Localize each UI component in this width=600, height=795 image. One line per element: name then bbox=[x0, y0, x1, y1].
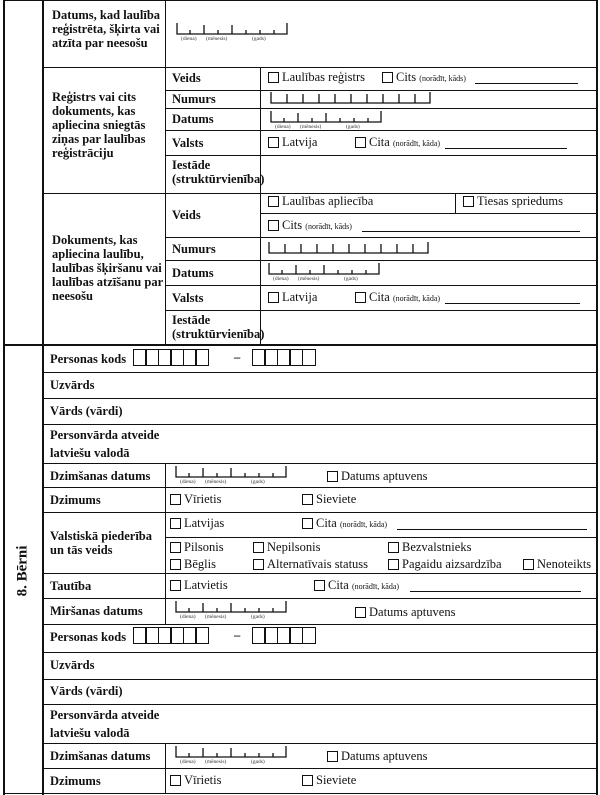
row-divider bbox=[43, 704, 597, 705]
row-divider bbox=[43, 67, 597, 68]
note: (norādīt, kāda) bbox=[392, 139, 441, 148]
cita-checkbox[interactable] bbox=[355, 137, 366, 148]
cits-checkbox[interactable] bbox=[268, 220, 279, 231]
cita-option bbox=[369, 290, 440, 306]
date-year-label: (gads) bbox=[344, 276, 358, 282]
iestade-label: Iestāde (struktūrvienība) bbox=[172, 313, 265, 341]
date-day-label: (diena) bbox=[180, 759, 196, 765]
cits-input-line[interactable] bbox=[475, 83, 578, 84]
pilsonis-checkbox[interactable] bbox=[170, 542, 181, 553]
register-label: Reģistrs vai cits dokuments, kas apliecina sniegtās ziņas par laulības reģistrāciju bbox=[52, 90, 146, 160]
option-label: Bēglis bbox=[184, 557, 216, 571]
cita-option bbox=[369, 135, 440, 151]
nepilsonis-checkbox[interactable] bbox=[253, 542, 264, 553]
option-label: Pagaidu aizsardzība bbox=[402, 557, 502, 571]
date-slots-icon bbox=[176, 22, 290, 36]
birth-date-field[interactable] bbox=[175, 745, 289, 767]
row-divider bbox=[43, 398, 597, 399]
numurs-label: Numurs bbox=[172, 242, 216, 256]
death-date-field[interactable] bbox=[175, 600, 289, 622]
column-divider bbox=[165, 0, 166, 345]
option-label: Datums aptuvens bbox=[341, 469, 428, 483]
date-year-label: (gads) bbox=[251, 479, 265, 485]
undetermined-checkbox[interactable] bbox=[523, 559, 534, 570]
latvija-checkbox[interactable] bbox=[268, 137, 279, 148]
option-label: Vīrietis bbox=[184, 492, 222, 506]
latvietis-checkbox[interactable] bbox=[170, 580, 181, 591]
note: (norādīt, kāds) bbox=[305, 222, 352, 231]
option-label: Latvija bbox=[282, 135, 318, 149]
row-divider bbox=[43, 679, 597, 680]
death-date-label: Miršanas datums bbox=[50, 604, 143, 618]
numurs-label: Numurs bbox=[172, 92, 216, 106]
option-label: Laulības reģistrs bbox=[282, 70, 365, 84]
cits-checkbox[interactable] bbox=[382, 72, 393, 83]
note: (norādīt, kāda) bbox=[392, 294, 441, 303]
register-date-field[interactable] bbox=[270, 110, 384, 132]
cits-input-line[interactable] bbox=[362, 231, 580, 232]
cita-option bbox=[328, 578, 399, 594]
option-label: Latvietis bbox=[184, 578, 228, 592]
option-label: Alternatīvais statuss bbox=[267, 557, 369, 571]
nationality-label: Tautība bbox=[50, 579, 92, 593]
option-label: Nenoteikts bbox=[537, 557, 592, 571]
date-slots-icon bbox=[175, 600, 289, 614]
name-label: Vārds (vārdi) bbox=[50, 404, 123, 418]
latvijas-checkbox[interactable] bbox=[170, 518, 181, 529]
cita-checkbox[interactable] bbox=[302, 518, 313, 529]
option-label: Datums aptuvens bbox=[341, 749, 428, 763]
valsts-label: Valsts bbox=[172, 136, 204, 150]
iestade-input[interactable] bbox=[261, 311, 596, 344]
personal-code-label: Personas kods bbox=[50, 352, 127, 366]
option-label: Laulības apliecība bbox=[282, 194, 374, 208]
cita-input-line[interactable] bbox=[445, 303, 580, 304]
sex-label: Dzimums bbox=[50, 774, 101, 788]
option-label: Pilsonis bbox=[184, 540, 224, 554]
iestade-input[interactable] bbox=[261, 156, 596, 192]
personal-code-label: Personas kods bbox=[50, 630, 127, 644]
cita-input-line[interactable] bbox=[410, 591, 581, 592]
iestade-label: Iestāde (struktūrvienība) bbox=[172, 158, 265, 186]
row-divider bbox=[43, 652, 597, 653]
option-label: Cits bbox=[396, 70, 417, 84]
date-slots-icon bbox=[175, 465, 289, 479]
date-slots-icon bbox=[175, 745, 289, 759]
male-checkbox[interactable] bbox=[170, 775, 181, 786]
personal-code-part2[interactable] bbox=[253, 349, 316, 366]
female-checkbox[interactable] bbox=[302, 494, 313, 505]
row-divider bbox=[260, 213, 597, 214]
section-children bbox=[3, 347, 43, 795]
document-label: Dokuments, kas apliecina laulību, laulības šķiršanu vai laulības atzīšanu par neesošu bbox=[52, 233, 163, 303]
option-label: Latvijas bbox=[184, 516, 225, 530]
alternative-status-checkbox[interactable] bbox=[253, 559, 264, 570]
number-field[interactable] bbox=[270, 91, 432, 105]
row-divider bbox=[43, 424, 597, 425]
date-month-label: (mēnesis) bbox=[205, 759, 227, 765]
beglis-checkbox[interactable] bbox=[170, 559, 181, 570]
option-label: Sieviete bbox=[316, 492, 357, 506]
sex-label: Dzimums bbox=[50, 493, 101, 507]
option-label: Tiesas spriedums bbox=[477, 194, 564, 208]
row-divider bbox=[165, 285, 597, 286]
row-divider bbox=[3, 793, 598, 794]
note: (norādīt, kāda) bbox=[339, 520, 388, 529]
cita-checkbox[interactable] bbox=[355, 292, 366, 303]
cits-option bbox=[282, 218, 352, 234]
valsts-label: Valsts bbox=[172, 291, 204, 305]
row-divider bbox=[165, 537, 597, 538]
marriage-date-label: Datums, kad laulība reģistrēta, šķirta vai atzīta par neesošu bbox=[52, 8, 161, 50]
row-divider bbox=[3, 0, 598, 1]
option-label: Nepilsonis bbox=[267, 540, 321, 554]
date-year-label: (gads) bbox=[252, 36, 266, 42]
row-divider bbox=[43, 573, 597, 574]
date-month-label: (mēnesis) bbox=[300, 124, 322, 130]
approx-date-checkbox[interactable] bbox=[355, 607, 366, 618]
section-divider bbox=[3, 344, 598, 346]
date-day-label: (diena) bbox=[181, 36, 197, 42]
option-label: Bezvalstnieks bbox=[402, 540, 472, 554]
latvija-checkbox[interactable] bbox=[268, 292, 279, 303]
column-divider bbox=[165, 463, 166, 624]
latvian-form-label: Personvārda atveide latviešu valodā bbox=[50, 428, 160, 460]
row-divider bbox=[43, 768, 597, 769]
certificate-checkbox[interactable] bbox=[268, 196, 279, 207]
note: (norādīt, kāds) bbox=[419, 74, 466, 83]
option-label: Cita bbox=[369, 135, 390, 149]
dash: – bbox=[234, 628, 241, 642]
approx-date-checkbox[interactable] bbox=[327, 751, 338, 762]
veids-label: Veids bbox=[172, 71, 201, 85]
date-day-label: (diena) bbox=[180, 614, 196, 620]
option-label: Datums aptuvens bbox=[369, 605, 456, 619]
female-checkbox[interactable] bbox=[302, 775, 313, 786]
note: (norādīt, kāda) bbox=[351, 582, 400, 591]
row-divider bbox=[165, 260, 597, 261]
date-slots-icon bbox=[268, 262, 382, 276]
personal-code-part1[interactable] bbox=[134, 627, 209, 644]
datums-label: Datums bbox=[172, 266, 214, 280]
birth-date-label: Dzimšanas datums bbox=[50, 469, 151, 483]
register-checkbox[interactable] bbox=[268, 72, 279, 83]
marriage-date-field[interactable] bbox=[176, 22, 290, 44]
cits-option bbox=[396, 70, 466, 86]
veids-label: Veids bbox=[172, 208, 201, 222]
column-divider bbox=[455, 193, 456, 213]
section-title: 8. Bērni bbox=[14, 545, 31, 597]
cita-checkbox[interactable] bbox=[314, 580, 325, 591]
row-divider bbox=[165, 108, 597, 109]
personal-code-part2[interactable] bbox=[253, 627, 316, 644]
cita-option bbox=[316, 516, 387, 532]
document-date-field[interactable] bbox=[268, 262, 382, 284]
row-divider bbox=[43, 743, 597, 744]
surname-label: Uzvārds bbox=[50, 658, 95, 672]
date-month-label: (mēnesis) bbox=[206, 36, 228, 42]
birth-date-field[interactable] bbox=[175, 465, 289, 487]
option-label: Cita bbox=[316, 516, 337, 530]
dash: – bbox=[234, 350, 241, 364]
court-checkbox[interactable] bbox=[463, 196, 474, 207]
option-label: Cita bbox=[328, 578, 349, 592]
cita-input-line[interactable] bbox=[445, 148, 567, 149]
option-label: Cits bbox=[282, 218, 303, 232]
datums-label: Datums bbox=[172, 112, 214, 126]
column-divider bbox=[165, 743, 166, 793]
row-divider bbox=[43, 372, 597, 373]
option-label: Sieviete bbox=[316, 773, 357, 787]
latvian-form-label: Personvārda atveide latviešu valodā bbox=[50, 708, 160, 740]
date-month-label: (mēnesis) bbox=[298, 276, 320, 282]
row-divider bbox=[43, 624, 597, 625]
date-year-label: (gads) bbox=[251, 759, 265, 765]
date-month-label: (mēnesis) bbox=[205, 614, 227, 620]
personal-code-part1[interactable] bbox=[134, 349, 209, 366]
row-divider bbox=[43, 598, 597, 599]
birth-date-label: Dzimšanas datums bbox=[50, 749, 151, 763]
approx-date-checkbox[interactable] bbox=[327, 471, 338, 482]
row-divider bbox=[43, 463, 597, 464]
date-month-label: (mēnesis) bbox=[205, 479, 227, 485]
option-label: Vīrietis bbox=[184, 773, 222, 787]
date-day-label: (diena) bbox=[273, 276, 289, 282]
surname-label: Uzvārds bbox=[50, 378, 95, 392]
date-slots-icon bbox=[270, 110, 384, 124]
date-day-label: (diena) bbox=[275, 124, 291, 130]
row-divider bbox=[43, 487, 597, 488]
name-label: Vārds (vārdi) bbox=[50, 684, 123, 698]
cita-input-line[interactable] bbox=[397, 529, 587, 530]
option-label: Cita bbox=[369, 290, 390, 304]
number-field[interactable] bbox=[268, 241, 430, 255]
date-day-label: (diena) bbox=[180, 479, 196, 485]
citizenship-label: Valstiskā piederība un tās veids bbox=[50, 529, 152, 557]
male-checkbox[interactable] bbox=[170, 494, 181, 505]
date-year-label: (gads) bbox=[251, 614, 265, 620]
row-divider bbox=[43, 512, 597, 513]
date-year-label: (gads) bbox=[346, 124, 360, 130]
temporary-protection-checkbox[interactable] bbox=[388, 559, 399, 570]
row-divider bbox=[165, 237, 597, 238]
option-label: Latvija bbox=[282, 290, 318, 304]
bezvalstnieks-checkbox[interactable] bbox=[388, 542, 399, 553]
